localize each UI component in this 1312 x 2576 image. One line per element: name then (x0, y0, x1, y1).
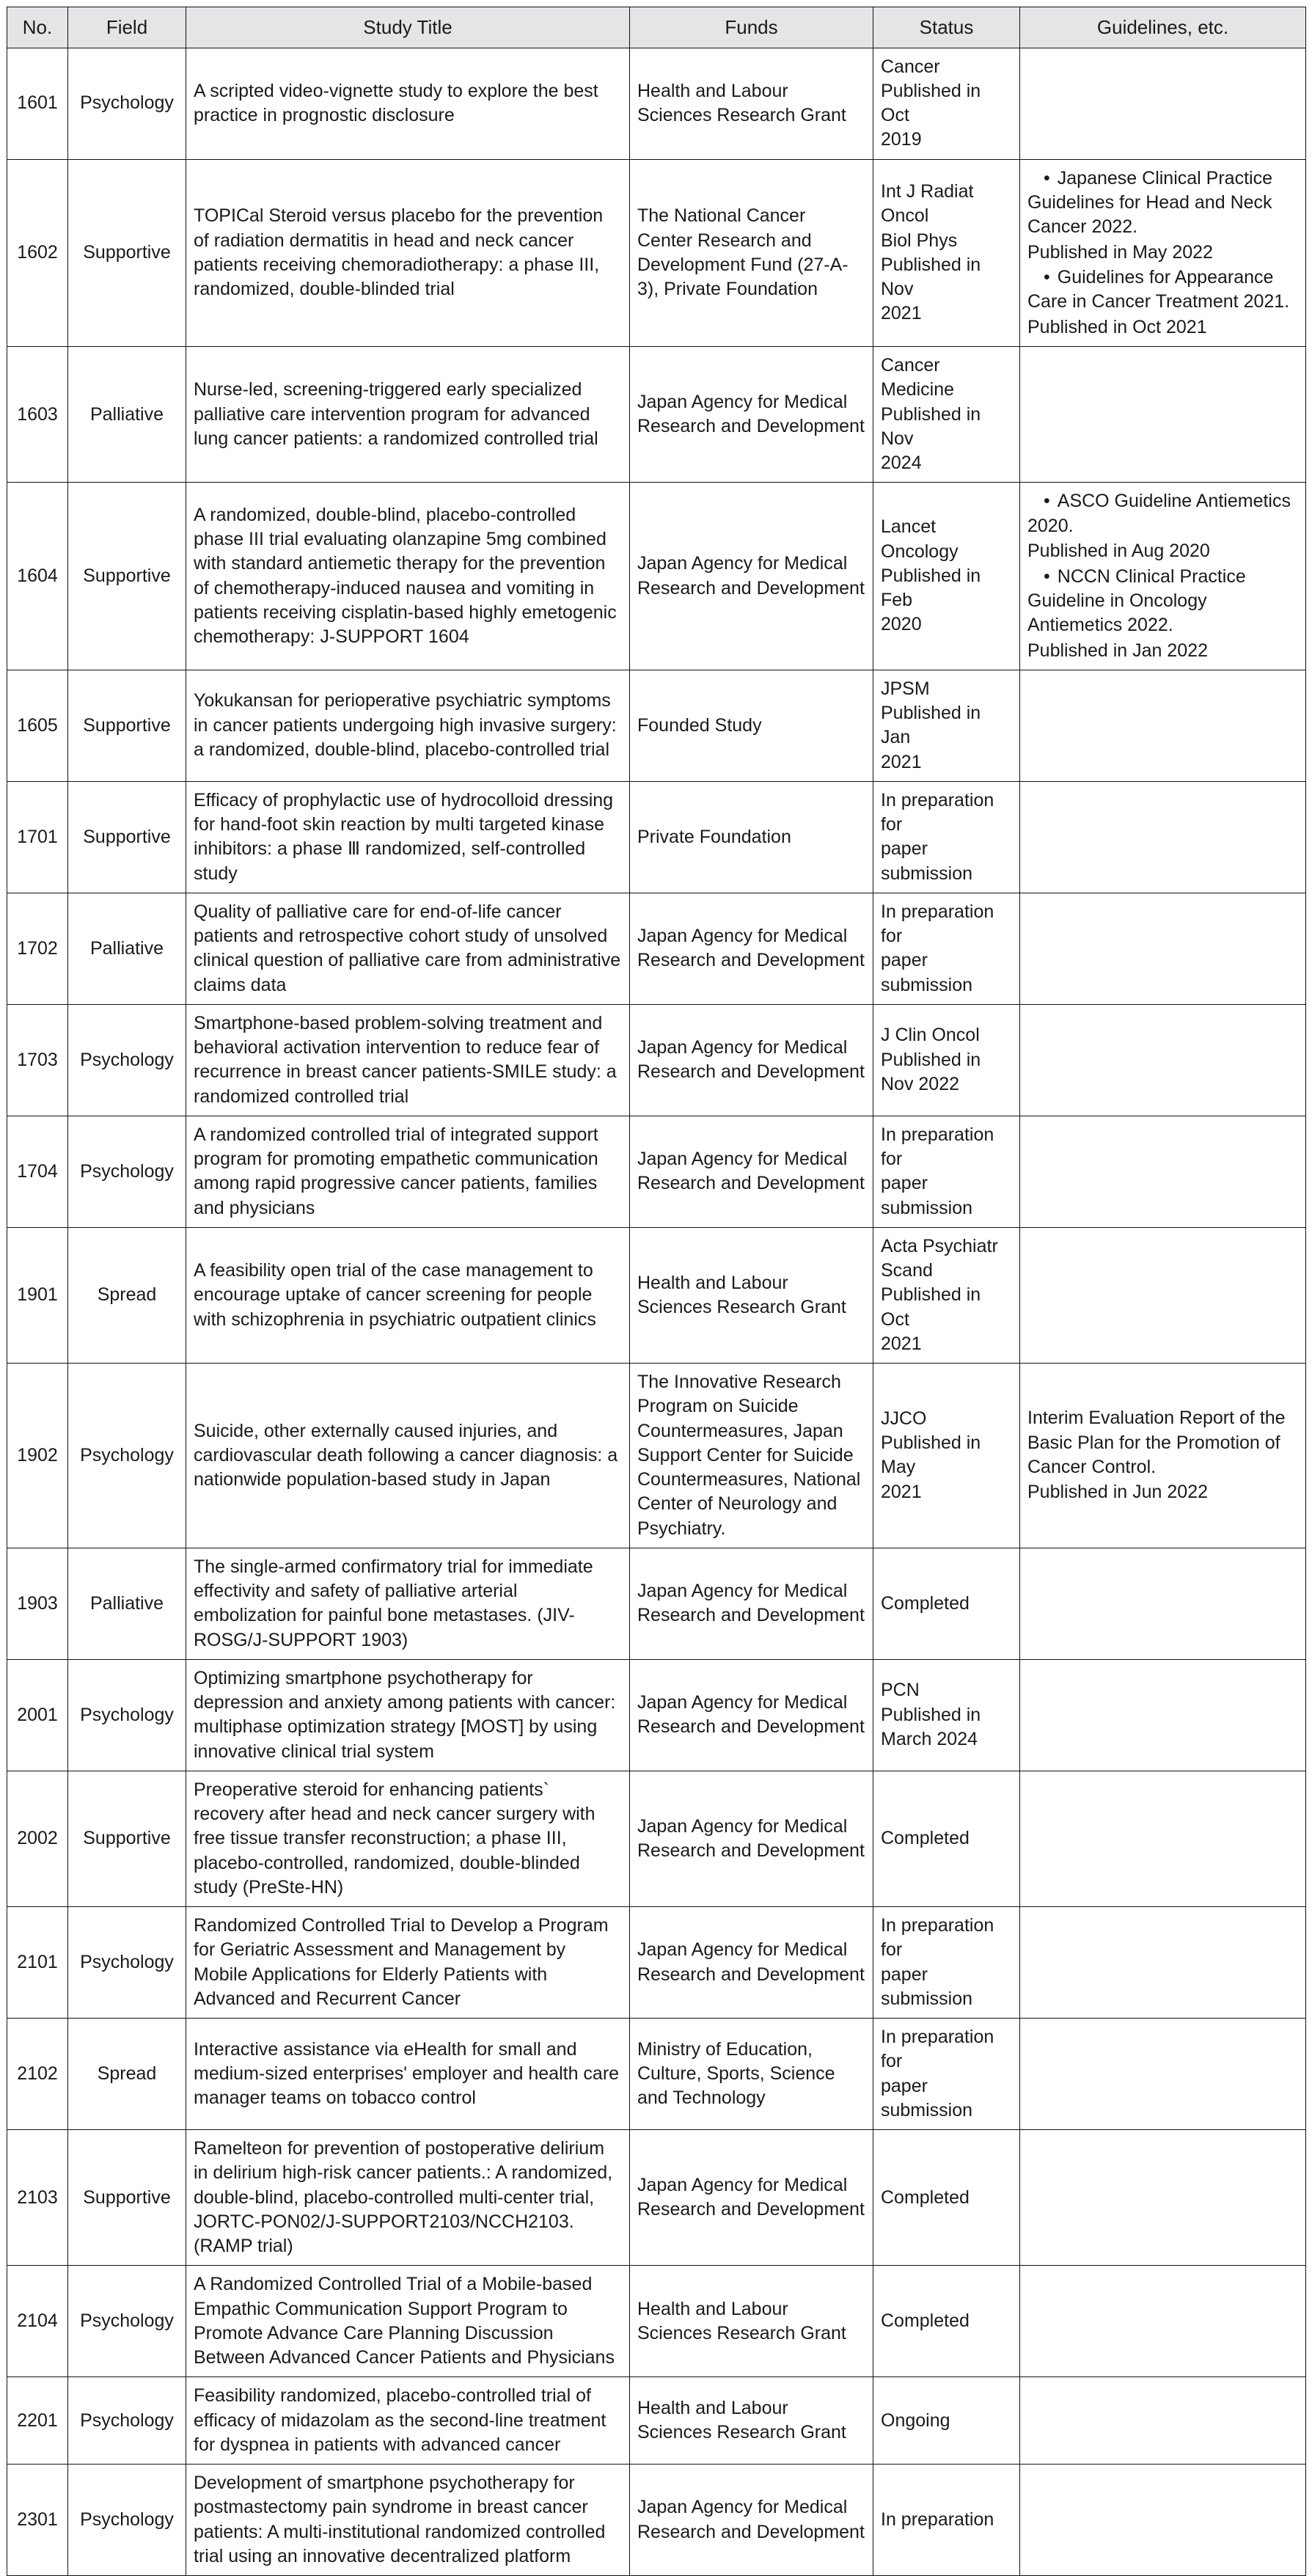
cell-study-no: 2001 (7, 1659, 68, 1771)
cell-guidelines (1020, 1227, 1306, 1363)
status-line: Int J Radiat Oncol (881, 181, 974, 227)
cell-status (873, 483, 1020, 670)
cell-funds: Japan Agency for Medical Research and Development (630, 1548, 873, 1659)
cell-status (873, 1364, 1020, 1548)
cell-guidelines (1020, 159, 1306, 347)
column-header-no: No. (7, 7, 68, 48)
guideline-bullet-item (1027, 565, 1298, 638)
cell-status (873, 347, 1020, 483)
guideline-text-line (1027, 539, 1298, 563)
cell-field: Palliative (68, 1548, 186, 1659)
cell-funds: Private Foundation (630, 781, 873, 893)
cell-guidelines (1020, 893, 1306, 1004)
cell-study-no: 1702 (7, 893, 68, 1004)
status-line: Published in (881, 1704, 981, 1725)
bullet-icon: • (1044, 566, 1050, 587)
cell-study-title: The single-armed confirmatory trial for immediate effectivity and safety of palliative arterial embolization for painful bone metastases. (JIV-ROSG/J-SUPPORT 1903) (186, 1548, 630, 1659)
bullet-icon: • (1044, 167, 1050, 189)
cell-study-title: A Randomized Controlled Trial of a Mobile-based Empathic Communication Support Program to Promote Advance Care Planning Discussion Between Advanced Cancer Patients and Physicians (186, 2266, 630, 2377)
cell-guidelines (1020, 1548, 1306, 1659)
bullet-icon: • (1044, 267, 1050, 288)
status-line: paper submission (881, 2075, 973, 2121)
cell-guidelines (1020, 1116, 1306, 1227)
status-line: JJCO (881, 1408, 927, 1429)
table-row (7, 670, 1306, 781)
table-row (7, 1364, 1306, 1548)
status-line: Published in Oct (881, 80, 981, 126)
table-row (7, 2266, 1306, 2377)
cell-study-title: Optimizing smartphone psychotherapy for depression and anxiety among patients with cancer: multiphase optimization strategy [MOST] by using innovative clinical trial system (186, 1659, 630, 1771)
table-row (7, 893, 1306, 1004)
cell-status (873, 2465, 1020, 2576)
cell-study-title: TOPICal Steroid versus placebo for the prevention of radiation dermatitis in head and neck cancer patients receiving chemoradiotherapy: a phase III, randomized, double-blinded trial (186, 159, 630, 347)
table-body (7, 48, 1306, 2576)
column-header-field: Field (68, 7, 186, 48)
cell-status (873, 48, 1020, 159)
cell-study-title: Yokukansan for perioperative psychiatric symptoms in cancer patients undergoing high invasive surgery: a randomized, double-blind, placebo-controlled trial (186, 670, 630, 781)
column-header-status: Status (873, 7, 1020, 48)
cell-guidelines (1020, 1907, 1306, 2019)
cell-study-no: 1703 (7, 1004, 68, 1116)
cell-study-title: A scripted video-vignette study to explore the best practice in prognostic disclosure (186, 48, 630, 159)
cell-study-no: 1605 (7, 670, 68, 781)
status-line: Completed (881, 1828, 970, 1849)
cell-status (873, 893, 1020, 1004)
cell-guidelines (1020, 670, 1306, 781)
cell-field: Palliative (68, 347, 186, 483)
status-line: 2021 (881, 1481, 922, 1502)
cell-field: Psychology (68, 48, 186, 159)
cell-field: Psychology (68, 1659, 186, 1771)
cell-funds: Japan Agency for Medical Research and Development (630, 2465, 873, 2576)
cell-study-title: Feasibility randomized, placebo-controlled trial of efficacy of midazolam as the second-line treatment for dyspnea in patients with advanced cancer (186, 2377, 630, 2465)
cell-field: Supportive (68, 2130, 186, 2266)
status-line: In preparation for (881, 1915, 994, 1961)
guideline-label: Japanese Clinical Practice Guidelines for Head and Neck Cancer 2022. (1027, 167, 1272, 238)
status-line: Lancet Oncology (881, 516, 959, 562)
status-line: PCN (881, 1680, 920, 1701)
cell-field: Palliative (68, 893, 186, 1004)
table-row (7, 2465, 1306, 2576)
status-line: Ongoing (881, 2409, 950, 2431)
cell-funds: Japan Agency for Medical Research and Development (630, 893, 873, 1004)
status-line: 2021 (881, 1333, 922, 1354)
cell-status (873, 1659, 1020, 1771)
table-row (7, 48, 1306, 159)
status-line: 2019 (881, 129, 922, 150)
cell-field: Supportive (68, 1771, 186, 1906)
status-line: 2020 (881, 614, 922, 635)
column-header-guidelines: Guidelines, etc. (1020, 7, 1306, 48)
cell-guidelines (1020, 2377, 1306, 2465)
status-line: Scand (881, 1260, 933, 1281)
cell-study-no: 1602 (7, 159, 68, 347)
status-line: JPSM (881, 678, 930, 699)
status-line: 2021 (881, 303, 922, 324)
cell-study-no: 1704 (7, 1116, 68, 1227)
status-line: In preparation for (881, 901, 994, 947)
cell-study-no: 2104 (7, 2266, 68, 2377)
cell-guidelines (1020, 1659, 1306, 1771)
status-line: Published in Nov (881, 403, 981, 449)
cell-study-no: 2301 (7, 2465, 68, 2576)
guideline-label: Published in Oct 2021 (1027, 316, 1207, 337)
cell-guidelines (1020, 48, 1306, 159)
cell-study-no: 1604 (7, 483, 68, 670)
table-row (7, 1907, 1306, 2019)
cell-funds: Japan Agency for Medical Research and Development (630, 1659, 873, 1771)
cell-funds: Japan Agency for Medical Research and Development (630, 1116, 873, 1227)
cell-status (873, 1004, 1020, 1116)
table-row (7, 483, 1306, 670)
cell-study-no: 1901 (7, 1227, 68, 1363)
cell-study-no: 2002 (7, 1771, 68, 1906)
cell-status (873, 1227, 1020, 1363)
cell-study-no: 2101 (7, 1907, 68, 2019)
column-header-funds: Funds (630, 7, 873, 48)
cell-field: Psychology (68, 2266, 186, 2377)
status-line: Completed (881, 2310, 970, 2332)
cell-field: Spread (68, 1227, 186, 1363)
cell-funds: Japan Agency for Medical Research and Development (630, 1907, 873, 2019)
cell-study-title: Preoperative steroid for enhancing patients` recovery after head and neck cancer surgery with free tissue transfer reconstruction; a phase III, placebo-controlled, randomized, double-blinded study (PreSte-HN) (186, 1771, 630, 1906)
cell-field: Supportive (68, 670, 186, 781)
cell-status (873, 1771, 1020, 1906)
status-line: paper submission (881, 1173, 973, 1218)
table-row (7, 2377, 1306, 2465)
cell-status (873, 2377, 1020, 2465)
cell-study-title: Nurse-led, screening-triggered early specialized palliative care intervention program for advanced lung cancer patients: a randomized controlled trial (186, 347, 630, 483)
cell-funds: Health and Labour Sciences Research Grant (630, 2377, 873, 2465)
status-line: In preparation for (881, 2027, 994, 2072)
cell-guidelines (1020, 1004, 1306, 1116)
cell-study-title: Efficacy of prophylactic use of hydrocolloid dressing for hand-foot skin reaction by multi targeted kinase inhibitors: a phase Ⅲ randomized, self-controlled study (186, 781, 630, 893)
cell-study-no: 1902 (7, 1364, 68, 1548)
column-header-title: Study Title (186, 7, 630, 48)
cell-status (873, 1907, 1020, 2019)
cell-funds: Japan Agency for Medical Research and Development (630, 1771, 873, 1906)
cell-study-title: Development of smartphone psychotherapy for postmastectomy pain syndrome in breast cancer patients: A multi-institutional randomized controlled trial using an innovative decentralized platform (186, 2465, 630, 2576)
cell-guidelines (1020, 2266, 1306, 2377)
cell-status (873, 2019, 1020, 2130)
cell-funds: Ministry of Education, Culture, Sports, Science and Technology (630, 2019, 873, 2130)
cell-study-title: Suicide, other externally caused injuries, and cardiovascular death following a cancer diagnosis: a nationwide population-based study in Japan (186, 1364, 630, 1548)
guideline-text-line (1027, 315, 1298, 340)
guideline-bullet-item (1027, 266, 1298, 315)
status-line: In preparation for (881, 1124, 994, 1170)
table-row (7, 781, 1306, 893)
guideline-label: Guidelines for Appearance Care in Cancer Treatment 2021. (1027, 267, 1290, 312)
cell-field: Psychology (68, 1907, 186, 2019)
cell-funds: Japan Agency for Medical Research and Development (630, 347, 873, 483)
status-line: 2024 (881, 453, 922, 474)
table-row (7, 1548, 1306, 1659)
cell-study-title: Smartphone-based problem-solving treatment and behavioral activation intervention to reduce fear of recurrence in breast cancer patients-SMILE study: a randomized controlled trial (186, 1004, 630, 1116)
status-line: In preparation for (881, 789, 994, 835)
cell-field: Psychology (68, 2465, 186, 2576)
status-line: J Clin Oncol Published in Nov 2022 (881, 1025, 981, 1094)
cell-field: Psychology (68, 2377, 186, 2465)
cell-funds: Health and Labour Sciences Research Grant (630, 1227, 873, 1363)
cell-status (873, 2130, 1020, 2266)
cell-status (873, 1548, 1020, 1659)
cell-study-title: A randomized controlled trial of integrated support program for promoting empathetic communication among rapid progressive cancer patients, families and physicians (186, 1116, 630, 1227)
guideline-text-line (1027, 1406, 1298, 1479)
cell-study-no: 1903 (7, 1548, 68, 1659)
guideline-label: NCCN Clinical Practice Guideline in Oncology Antiemetics 2022. (1027, 566, 1246, 636)
status-line: Published in Jan (881, 703, 981, 748)
cell-study-no: 1603 (7, 347, 68, 483)
cell-status (873, 670, 1020, 781)
cell-status (873, 781, 1020, 893)
cell-funds: Japan Agency for Medical Research and Development (630, 2130, 873, 2266)
cell-funds: Japan Agency for Medical Research and Development (630, 483, 873, 670)
status-line: paper submission (881, 950, 973, 995)
cell-guidelines (1020, 2019, 1306, 2130)
cell-field: Supportive (68, 781, 186, 893)
status-line: Published in May (881, 1432, 981, 1478)
table-row (7, 2130, 1306, 2266)
cell-funds: Founded Study (630, 670, 873, 781)
status-line: Cancer Medicine (881, 355, 955, 400)
cell-field: Supportive (68, 483, 186, 670)
cell-status (873, 1116, 1020, 1227)
guideline-text-line (1027, 639, 1298, 663)
status-line: Cancer (881, 56, 940, 77)
status-line: Published in Feb (881, 565, 981, 611)
cell-funds: Health and Labour Sciences Research Grant (630, 2266, 873, 2377)
cell-field: Psychology (68, 1364, 186, 1548)
status-line: paper submission (881, 838, 973, 884)
guideline-label: Published in May 2022 (1027, 241, 1213, 263)
cell-study-no: 1601 (7, 48, 68, 159)
table-row (7, 1659, 1306, 1771)
status-line: In preparation (881, 2509, 994, 2530)
cell-guidelines (1020, 2465, 1306, 2576)
guideline-bullet-item (1027, 167, 1298, 240)
guideline-text-line (1027, 241, 1298, 265)
study-list-table (7, 7, 1306, 2576)
status-line: Biol Phys (881, 230, 958, 251)
guideline-bullet-item (1027, 489, 1298, 538)
cell-study-no: 2201 (7, 2377, 68, 2465)
cell-study-title: Randomized Controlled Trial to Develop a Program for Geriatric Assessment and Management by Mobile Applications for Elderly Patients with Advanced and Recurrent Cancer (186, 1907, 630, 2019)
guideline-label: ASCO Guideline Antiemetics 2020. (1027, 491, 1291, 536)
cell-status (873, 159, 1020, 347)
status-line: Completed (881, 1592, 970, 1614)
status-line: 2021 (881, 751, 922, 772)
cell-guidelines (1020, 781, 1306, 893)
cell-study-title: Ramelteon for prevention of postoperative delirium in delirium high-risk cancer patients.: A randomized, double-blind, placebo-controlled multi-center trial, JORTC-PON02/J-SUPPORT2103/NCCH2103. (RAMP trial) (186, 2130, 630, 2266)
status-line: Published in Oct (881, 1284, 981, 1330)
guideline-label: Published in Jan 2022 (1027, 640, 1209, 661)
status-line: Published in Nov (881, 254, 981, 300)
guideline-text-line (1027, 1480, 1298, 1504)
cell-guidelines (1020, 1771, 1306, 1906)
table-row (7, 1116, 1306, 1227)
cell-study-title: A feasibility open trial of the case management to encourage uptake of cancer screening for people with schizophrenia in psychiatric outpatient clinics (186, 1227, 630, 1363)
cell-field: Psychology (68, 1004, 186, 1116)
table-row (7, 159, 1306, 347)
status-line: paper submission (881, 1964, 973, 2009)
cell-study-no: 2102 (7, 2019, 68, 2130)
bullet-icon: • (1044, 491, 1050, 512)
table-row (7, 1771, 1306, 1906)
cell-funds: The Innovative Research Program on Suicide Countermeasures, Japan Support Center for Suicide Countermeasures, National Center of Neurology and Psychiatry. (630, 1364, 873, 1548)
cell-field: Spread (68, 2019, 186, 2130)
cell-guidelines (1020, 347, 1306, 483)
table-row (7, 2019, 1306, 2130)
table-row (7, 1227, 1306, 1363)
cell-study-title: Interactive assistance via eHealth for small and medium-sized enterprises' employer and health care manager teams on tobacco control (186, 2019, 630, 2130)
status-line: Completed (881, 2187, 970, 2208)
cell-funds: Japan Agency for Medical Research and Development (630, 1004, 873, 1116)
status-line: March 2024 (881, 1728, 978, 1749)
cell-study-title: Quality of palliative care for end-of-life cancer patients and retrospective cohort study of unsolved clinical question of palliative care from administrative claims data (186, 893, 630, 1004)
cell-guidelines (1020, 2130, 1306, 2266)
table-row (7, 347, 1306, 483)
table-row (7, 1004, 1306, 1116)
status-line: Acta Psychiatr (881, 1235, 998, 1256)
guideline-label: Published in Aug 2020 (1027, 541, 1210, 562)
guideline-label: Interim Evaluation Report of the Basic Plan for the Promotion of Cancer Control. (1027, 1408, 1286, 1477)
guideline-label: Published in Jun 2022 (1027, 1482, 1209, 1503)
table-header-row (7, 7, 1306, 48)
cell-field: Psychology (68, 1116, 186, 1227)
cell-status (873, 2266, 1020, 2377)
cell-study-no: 2103 (7, 2130, 68, 2266)
cell-study-title: A randomized, double-blind, placebo-controlled phase III trial evaluating olanzapine 5mg combined with standard antiemetic therapy for the prevention of chemotherapy-induced nausea and vomiting in patients receiving cisplatin-based highly emetogenic chemotherapy: J-SUPPORT 1604 (186, 483, 630, 670)
table-header (7, 7, 1306, 48)
cell-field: Supportive (68, 159, 186, 347)
cell-funds: The National Cancer Center Research and Development Fund (27-A-3), Private Foundation (630, 159, 873, 347)
cell-funds: Health and Labour Sciences Research Grant (630, 48, 873, 159)
cell-guidelines (1020, 1364, 1306, 1548)
cell-study-no: 1701 (7, 781, 68, 893)
cell-guidelines (1020, 483, 1306, 670)
